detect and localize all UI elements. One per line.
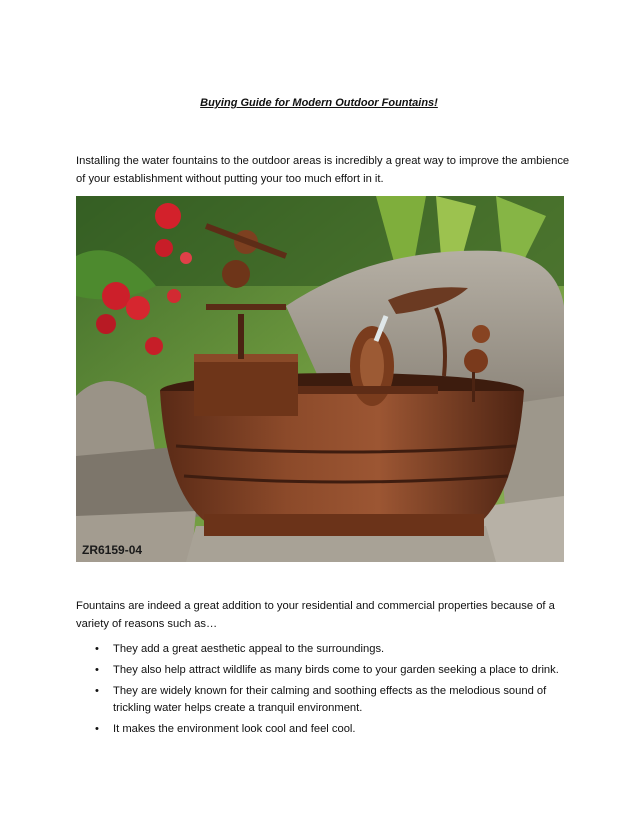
- list-item-text: It makes the environment look cool and feel cool.: [113, 723, 356, 735]
- bullet-icon: •: [95, 664, 99, 676]
- reasons-paragraph: Fountains are indeed a great addition to your residential and commercial properties because of a variety of reasons such as…: [76, 600, 555, 630]
- photo-watermark: ZR6159-04: [82, 543, 143, 557]
- list-item: [76, 721, 576, 738]
- list-item: [76, 641, 576, 658]
- list-item-text: They also help attract wildlife as many birds come to your garden seeking a place to drink.: [113, 664, 559, 676]
- bullet-icon: •: [95, 685, 99, 697]
- fountain-photo: [76, 196, 564, 562]
- list-item-text: They add a great aesthetic appeal to the surroundings.: [113, 643, 385, 655]
- bullet-icon: •: [95, 643, 99, 655]
- document-title: Buying Guide for Modern Outdoor Fountains!: [200, 97, 438, 109]
- reasons-list: [76, 641, 576, 742]
- list-item: [76, 662, 576, 679]
- bullet-icon: •: [95, 723, 99, 735]
- list-item-text: They are widely known for their calming and soothing effects as the melodious sound of trickling water helps create a tranquil environment.: [113, 685, 547, 714]
- intro-paragraph: Installing the water fountains to the outdoor areas is incredibly a great way to improve the ambience of your establishment without putting your too much effort in it.: [76, 155, 570, 185]
- list-item: [76, 683, 576, 717]
